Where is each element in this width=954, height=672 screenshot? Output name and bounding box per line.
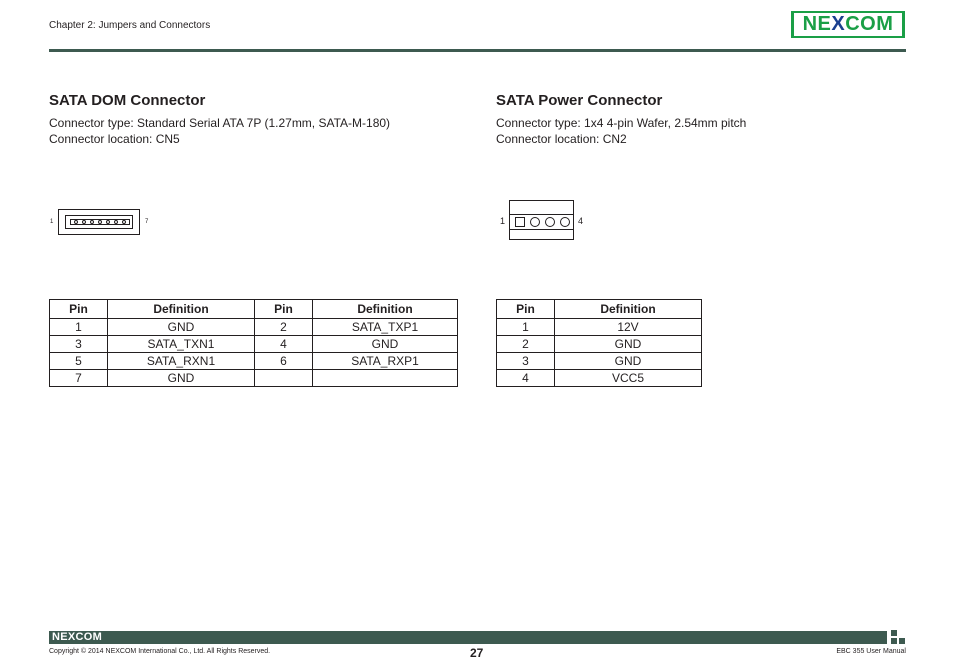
sata-dom-location: Connector location: CN5 <box>49 132 180 146</box>
chapter-title: Chapter 2: Jumpers and Connectors <box>49 20 211 31</box>
page-number: 27 <box>470 646 484 660</box>
table-header-row: Pin Definition Pin Definition <box>50 300 458 319</box>
sata-power-pin-table <box>496 299 702 387</box>
sata-power-description <box>496 115 746 147</box>
sata-dom-type: Connector type: Standard Serial ATA 7P (1.27mm, SATA-M-180) <box>49 116 391 130</box>
sata-dom-description <box>49 115 390 147</box>
footer-square <box>891 638 897 644</box>
table-row: 1 12V <box>497 319 702 336</box>
sata-power-connector-diagram <box>509 200 574 240</box>
sata-dom-connector-diagram <box>58 209 140 235</box>
table-row: 1 GND 2 SATA_TXP1 <box>50 319 458 336</box>
table-row: 4 VCC5 <box>497 370 702 387</box>
dom-pin-last-label: 7 <box>145 219 149 225</box>
footer-bar <box>49 631 887 644</box>
table-row: 3 SATA_TXN1 4 GND <box>50 336 458 353</box>
power-pin-last-label: 4 <box>578 216 584 226</box>
table-row: 2 GND <box>497 336 702 353</box>
dom-pin-first-label: 1 <box>50 219 54 225</box>
nexcom-logo: NE X COM <box>791 11 905 38</box>
sata-dom-title: SATA DOM Connector <box>49 92 206 109</box>
table-row: 7 GND <box>50 370 458 387</box>
header-divider <box>49 49 906 52</box>
table-header-row: Pin Definition <box>497 300 702 319</box>
copyright-text: Copyright © 2014 NEXCOM International Co., Ltd. All Rights Reserved. <box>49 648 271 655</box>
sata-power-type: Connector type: 1x4 4-pin Wafer, 2.54mm pitch <box>496 116 747 130</box>
table-row: 3 GND <box>497 353 702 370</box>
power-pin-first-label: 1 <box>500 216 506 226</box>
sata-dom-pin-table <box>49 299 458 387</box>
sata-power-location: Connector location: CN2 <box>496 132 627 146</box>
manual-title: EBC 355 User Manual <box>836 648 906 655</box>
sata-power-title: SATA Power Connector <box>496 92 663 109</box>
table-row: 5 SATA_RXN1 6 SATA_RXP1 <box>50 353 458 370</box>
footer-logo: NEXCOM <box>52 631 103 643</box>
footer-square <box>899 638 905 644</box>
footer-square <box>891 630 897 636</box>
